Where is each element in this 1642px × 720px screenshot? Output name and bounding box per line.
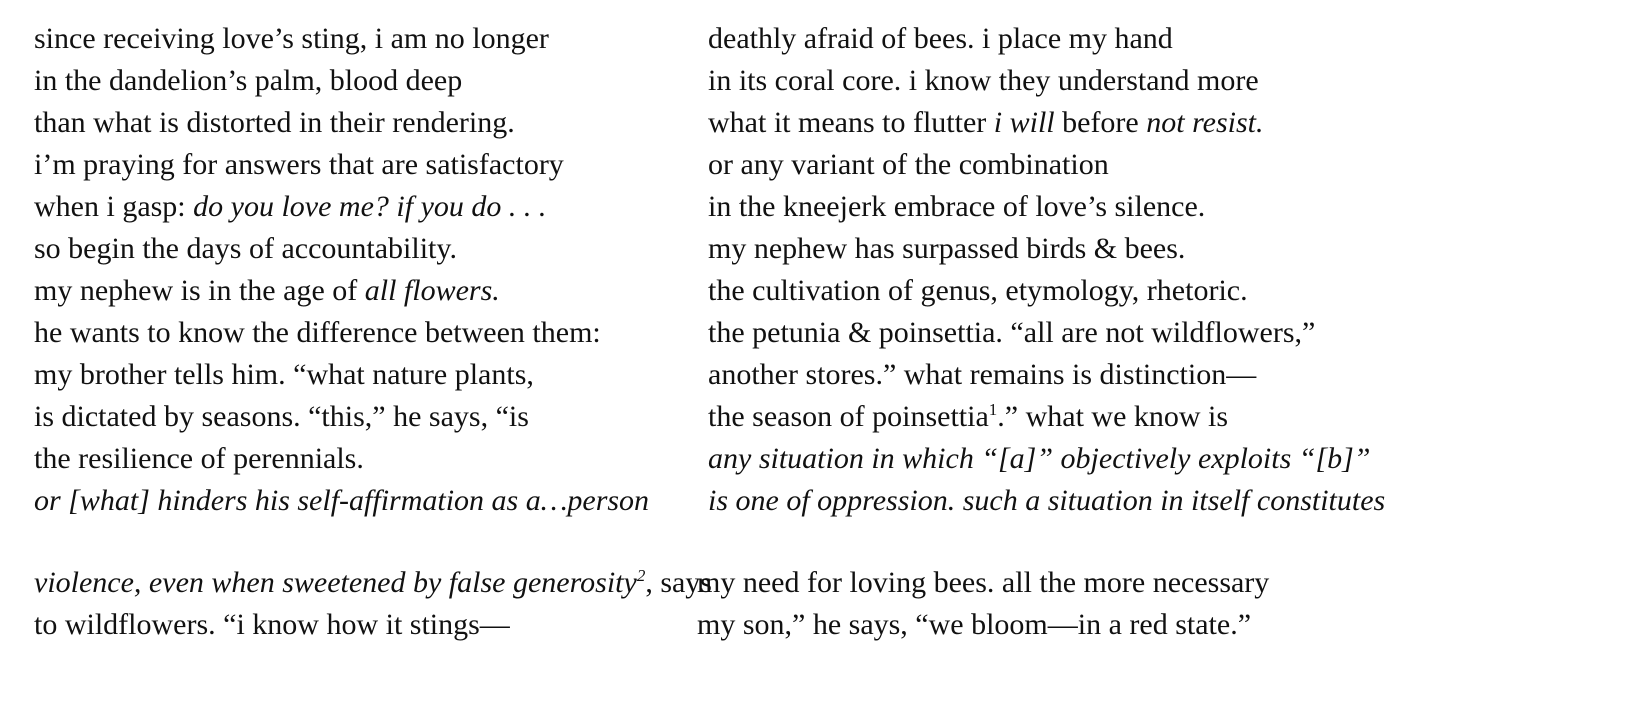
poem-text-segment: any situation in which “[a]” objectively exploits “[b]” [708, 442, 1371, 475]
poem-column-right-top [708, 18, 1385, 522]
poem-line [34, 60, 649, 102]
poem-text-segment: my nephew has surpassed birds & bees. [708, 232, 1186, 265]
poem-text-segment: before [1054, 106, 1147, 139]
poem-line [708, 102, 1385, 144]
footnote-marker: 2 [636, 566, 646, 585]
poem-line [708, 438, 1385, 480]
poem-column-left-bottom [34, 562, 712, 646]
poem-text-segment: i’m praying for answers that are satisfactory [34, 148, 564, 181]
poem-text-segment: my brother tells him. “what nature plants, [34, 358, 534, 391]
poem-line [708, 354, 1385, 396]
poem-text-segment: or any variant of the combination [708, 148, 1109, 181]
poem-line [34, 186, 649, 228]
poem-text-segment: when i gasp: [34, 190, 194, 223]
poem-column-right-bottom [697, 562, 1269, 646]
poem-line [34, 562, 712, 604]
poem-text-segment: he wants to know the difference between them: [34, 316, 601, 349]
poem-text-segment: the resilience of perennials. [34, 442, 364, 475]
poem-line [34, 396, 649, 438]
poem-line [708, 60, 1385, 102]
poem-line [708, 18, 1385, 60]
poem-text-segment: what it means to flutter [708, 106, 994, 139]
poem-line [708, 270, 1385, 312]
poem-text-segment: the petunia & poinsettia. “all are not wildflowers,” [708, 316, 1316, 349]
poem-text-segment: not resist. [1146, 106, 1264, 139]
poem-line [34, 270, 649, 312]
poem-text-segment: , says [645, 566, 712, 599]
poem-text-segment: the season of poinsettia [708, 400, 989, 433]
poem-column-left-top [34, 18, 649, 522]
poem-line [34, 604, 712, 646]
poem-text-segment: do you love me? if you do . . . [193, 190, 547, 223]
poem-text-segment: in its coral core. i know they understand more [708, 64, 1259, 97]
poem-line [34, 312, 649, 354]
poem-line [708, 186, 1385, 228]
poem-line [708, 144, 1385, 186]
poem-text-segment: is dictated by seasons. “this,” he says, “is [34, 400, 529, 433]
poem-line [708, 396, 1385, 438]
poem-line [34, 102, 649, 144]
poem-text-segment: deathly afraid of bees. i place my hand [708, 22, 1173, 55]
poem-text-segment: or [what] hinders his self-affirmation as a…person [34, 484, 650, 517]
poem-text-segment: my son,” he says, “we bloom—in a red state.” [697, 608, 1252, 641]
poem-text-segment: since receiving love’s sting, i am no longer [34, 22, 549, 55]
poem-line [34, 228, 649, 270]
poem-text-segment: so begin the days of accountability. [34, 232, 457, 265]
poem-line [708, 480, 1385, 522]
poem-text-segment: is one of oppression. such a situation in itself constitutes [708, 484, 1386, 517]
poem-text-segment: the cultivation of genus, etymology, rhetoric. [708, 274, 1248, 307]
poem-text-segment: .” what we know is [997, 400, 1229, 433]
poem-text-segment: than what is distorted in their rendering. [34, 106, 515, 139]
poem-text-segment: my need for loving bees. all the more necessary [697, 566, 1270, 599]
poem-line [34, 144, 649, 186]
poem-line [34, 480, 649, 522]
poem-text-segment: another stores.” what remains is distinction— [708, 358, 1257, 391]
poem-text-segment: my nephew is in the age of [34, 274, 365, 307]
poem-line [708, 228, 1385, 270]
poem-text-segment: i will [993, 106, 1055, 139]
footnote-marker: 1 [988, 400, 998, 419]
poem-line [34, 18, 649, 60]
poem-text-segment: in the kneejerk embrace of love’s silence. [708, 190, 1206, 223]
poem-line [34, 354, 649, 396]
poem-line [34, 438, 649, 480]
poem-line [708, 312, 1385, 354]
poem-text-segment: in the dandelion’s palm, blood deep [34, 64, 463, 97]
poem-text-segment: to wildflowers. “i know how it stings— [34, 608, 510, 641]
poem-text-segment: violence, even when sweetened by false generosity [34, 566, 637, 599]
poem-line [697, 604, 1269, 646]
poem-text-segment: all flowers. [364, 274, 500, 307]
poem-line [697, 562, 1269, 604]
